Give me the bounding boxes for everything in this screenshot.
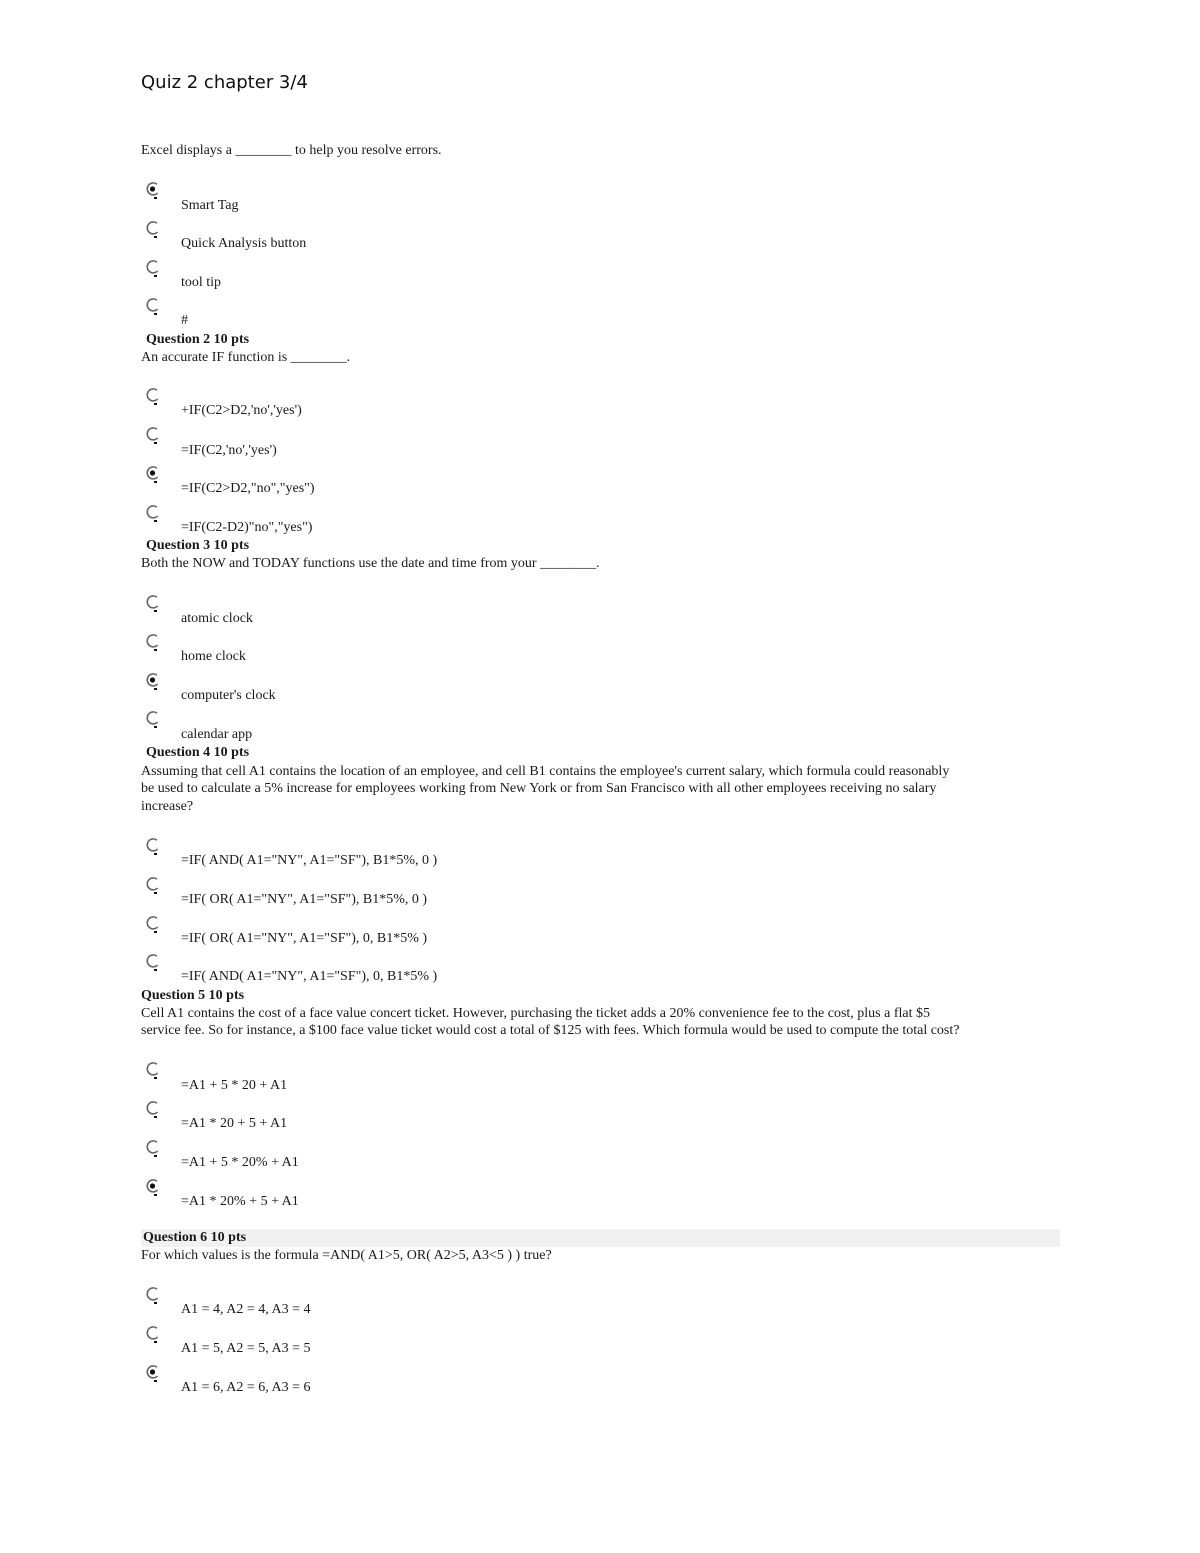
radio-unchecked-icon: [144, 710, 164, 732]
option-label: calendar app: [181, 727, 253, 742]
option-label: =IF( AND( A1="NY", A1="SF"), B1*5%, 0 ): [181, 853, 438, 868]
question-3-header: Question 3 10 pts: [146, 538, 250, 553]
radio-button[interactable]: [144, 710, 164, 732]
radio-button[interactable]: [144, 220, 164, 242]
option-label: +IF(C2>D2,'no','yes'): [181, 403, 302, 418]
radio-unchecked-icon: [144, 220, 164, 242]
radio-unchecked-icon: [144, 915, 164, 937]
option-label: home clock: [181, 649, 246, 664]
radio-button[interactable]: [144, 876, 164, 898]
radio-checked-icon: [144, 465, 164, 487]
question-4-header: Question 4 10 pts: [146, 745, 250, 760]
option-label: =IF( OR( A1="NY", A1="SF"), B1*5%, 0 ): [181, 892, 428, 907]
page-title: Quiz 2 chapter 3/4: [141, 72, 308, 93]
option-label: =A1 * 20 + 5 + A1: [181, 1116, 288, 1131]
radio-checked-icon: [144, 672, 164, 694]
radio-button[interactable]: [144, 1100, 164, 1122]
radio-unchecked-icon: [144, 837, 164, 859]
radio-unchecked-icon: [144, 1325, 164, 1347]
radio-unchecked-icon: [144, 259, 164, 281]
radio-unchecked-icon: [144, 504, 164, 526]
option-label: =A1 + 5 * 20 + A1: [181, 1078, 288, 1093]
option-label: A1 = 6, A2 = 6, A3 = 6: [181, 1380, 311, 1395]
option-label: =IF( OR( A1="NY", A1="SF"), 0, B1*5% ): [181, 931, 428, 946]
radio-unchecked-icon: [144, 1061, 164, 1083]
radio-button[interactable]: [144, 1364, 164, 1386]
option-label: atomic clock: [181, 611, 253, 626]
radio-button[interactable]: [144, 1286, 164, 1308]
question-3-prompt: Both the NOW and TODAY functions use the date and time from your ________.: [141, 556, 600, 571]
question-4-prompt-line: increase?: [141, 799, 194, 814]
question-5-prompt-line: service fee. So for instance, a $100 face value ticket would cost a total of $125 with fees. Which formula would be used to compute the total cost?: [141, 1023, 960, 1038]
radio-button[interactable]: [144, 953, 164, 975]
radio-unchecked-icon: [144, 426, 164, 448]
radio-checked-icon: [144, 181, 164, 203]
option-label: #: [181, 313, 188, 328]
option-label: =IF(C2>D2,"no","yes"): [181, 481, 315, 496]
question-5-prompt-line: Cell A1 contains the cost of a face value concert ticket. However, purchasing the ticket adds a 20% convenience fee to the cost, plus a flat $5: [141, 1006, 930, 1021]
option-label: =IF( AND( A1="NY", A1="SF"), 0, B1*5% ): [181, 969, 438, 984]
question-6-header: Question 6 10 pts: [141, 1229, 1060, 1247]
option-label: A1 = 5, A2 = 5, A3 = 5: [181, 1341, 311, 1356]
radio-unchecked-icon: [144, 297, 164, 319]
radio-unchecked-icon: [144, 1100, 164, 1122]
radio-button[interactable]: [144, 837, 164, 859]
radio-button[interactable]: [144, 426, 164, 448]
option-label: =IF(C2,'no','yes'): [181, 443, 277, 458]
radio-button[interactable]: [144, 1139, 164, 1161]
radio-button[interactable]: [144, 915, 164, 937]
question-4-prompt-line: Assuming that cell A1 contains the location of an employee, and cell B1 contains the employee's current salary, which formula could reasonably: [141, 764, 950, 779]
radio-button[interactable]: [144, 594, 164, 616]
question-2-prompt: An accurate IF function is ________.: [141, 350, 351, 365]
radio-button[interactable]: [144, 1061, 164, 1083]
question-6-prompt: For which values is the formula =AND( A1>5, OR( A2>5, A3<5 ) ) true?: [141, 1248, 552, 1263]
option-label: =A1 + 5 * 20% + A1: [181, 1155, 299, 1170]
question-2-header: Question 2 10 pts: [146, 332, 250, 347]
radio-checked-icon: [144, 1364, 164, 1386]
radio-unchecked-icon: [144, 633, 164, 655]
radio-button[interactable]: [144, 465, 164, 487]
radio-unchecked-icon: [144, 1286, 164, 1308]
radio-checked-icon: [144, 1178, 164, 1200]
radio-button[interactable]: [144, 504, 164, 526]
option-label: computer's clock: [181, 688, 276, 703]
option-label: =IF(C2-D2)"no","yes"): [181, 520, 313, 535]
radio-unchecked-icon: [144, 876, 164, 898]
radio-button[interactable]: [144, 297, 164, 319]
radio-button[interactable]: [144, 672, 164, 694]
radio-button[interactable]: [144, 633, 164, 655]
question-5-header: Question 5 10 pts: [141, 988, 245, 1003]
radio-button[interactable]: [144, 1178, 164, 1200]
radio-button[interactable]: [144, 259, 164, 281]
question-1-prompt: Excel displays a ________ to help you resolve errors.: [141, 143, 442, 158]
question-4-prompt-line: be used to calculate a 5% increase for employees working from New York or from San Francisco with all other employees receiving no salary: [141, 781, 937, 796]
radio-unchecked-icon: [144, 1139, 164, 1161]
option-label: Quick Analysis button: [181, 236, 307, 251]
radio-button[interactable]: [144, 181, 164, 203]
radio-unchecked-icon: [144, 387, 164, 409]
radio-unchecked-icon: [144, 953, 164, 975]
radio-button[interactable]: [144, 1325, 164, 1347]
option-label: A1 = 4, A2 = 4, A3 = 4: [181, 1302, 311, 1317]
option-label: tool tip: [181, 275, 222, 290]
option-label: Smart Tag: [181, 198, 239, 213]
radio-button[interactable]: [144, 387, 164, 409]
radio-unchecked-icon: [144, 594, 164, 616]
option-label: =A1 * 20% + 5 + A1: [181, 1194, 299, 1209]
